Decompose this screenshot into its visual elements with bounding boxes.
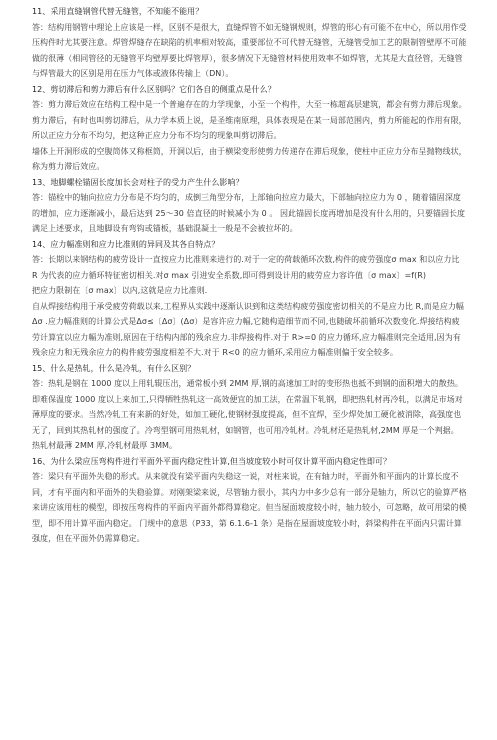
answer-paragraph: 墙体上开洞形成的空腹筒体又称框筒，开洞以后，由于横梁变形使剪力传递存在滞后现象，使柱中正应力分布呈抛物线状，称为剪力滞后效应。	[32, 146, 467, 171]
answer-paragraph: 把应力限制在〔σ max〕以内,这就是应力比准则.	[32, 286, 208, 295]
question-heading: 15、什么是热轧，什么是冷轧，有什么区别？	[32, 363, 196, 373]
answer-paragraph: 答：梁只有平面外失稳的形式。从来就没有梁平面内失稳这一说，对柱来说，在有轴力时，平面外和平面内的计算长度不同，才有平面内和平面外的失稳验算。对刚架梁来说，尽管轴力很小，其内力中多少总有一部分是轴力，所以它的验算严格来讲应该用柱的模型，即按压弯构件的平面内平面外都得算稳定。但当屋面坡度较小时，轴力较小，可忽略，故可用梁的模型，即不用计算平面内稳定。 门规中的意思（P33，第 6.1.6-1 条）是指在屋面坡度较小时，斜梁构件在平面内只需计算强度，但在平面外仍需算稳定。	[32, 472, 467, 543]
question-heading: 14、应力幅准则和应力比准则的异同及其各自特点？	[32, 239, 220, 249]
question-heading: 12、剪切滞后和剪力滞后有什么区别吗？它们各自的侧重点是什么？	[32, 84, 276, 94]
answer-paragraph: 答：锚栓中的轴向拉应力分布是不均匀的，成倒三角型分布，上部轴向拉应力最大，下部轴向拉应力为 0 ，随着锚固深度的增加，应力逐渐减小，最后达到 25～30 倍直径的时候减小为 0 。 因此锚固长度再增加是没有什么用的，只要锚固长度满足上述要求，且地脚设有弯钩或锚板，基础混凝土一般是不会被拉坏的。	[32, 193, 466, 233]
answer-paragraph: 答：热轧是钢在 1000 度以上用轧辊压出，通常板小到 2MM 厚,钢的高速加工时的变形热也抵不到钢的面积增大的散热。即难保温度 1000 度以上来加工,只得牺牲热轧这一高效便宜的加工法，在常温下轧钢，即把热轧材再冷轧，以满足市场对薄厚度的要求。当然冷轧工有来新的好处，如加工硬化,使钢材强度提高，但不宜焊，至少焊处加工硬化被消除，高强度也无了，回到其热轧材的强度了。冷弯型钢可用热轧材，如钢管，也可用冷轧材。冷轧材还是热轧材,2MM 厚是一个判据。 热轧材最薄 2MM 厚,冷轧材最厚 3MM。	[32, 379, 463, 450]
question-heading: 11、采用直缝钢管代替无缝管，不知能不能用？	[32, 7, 204, 16]
answer-paragraph: 自从焊接结构用于承受疲劳荷载以来,工程界从实践中逐渐认识到和这类结构疲劳强度密切相关的不是应力比 R,而是应力幅Δσ .应力幅准则的计算公式是Δσ≤〔Δσ〕(Δσ）是容许应力幅,它随构造细节而不同,也随破坏前循环次数变化.焊接结构疲劳计算宜以应力幅为准则,原因在于结构内部的残余应力.非焊接构件.对于 R>=0 的应力循环,应力幅准则完全适用,因为有残余应力和无残余应力的构件疲劳强度相差不大.对于 R<0 的应力循环,采用应力幅准则偏于安全较多。	[32, 301, 464, 357]
question-heading: 13、地脚螺栓锚固长度加长会对柱子的受力产生什么影响？	[32, 177, 244, 187]
question-heading: 16、为什么梁应压弯构件进行平面外平面内稳定性计算,但当坡度较小时可仅计算平面内稳定性即可？	[32, 456, 392, 466]
answer-paragraph: 答：长期以来钢结构的疲劳设计一直按应力比准则来进行的.对于一定的荷载循环次数,构件的疲劳强度σ max 和以应力比 R 为代表的应力循环特征密切相关.对σ max 引进安全系数,即可得到设计用的疲劳应力容许值〔σ max〕=f(R)	[32, 255, 460, 280]
answer-paragraph: 答：剪力滞后效应在结构工程中是一个普遍存在的力学现象，小至一个构件，大至一栋超高层建筑，都会有剪力滞后现象。剪力滞后，有时也叫剪切滞后，从力学本质上说，是圣维南原理，具体表现是在某一局部范围内，剪力所能起的作用有限，所以正应力分布不均匀，把这种正应力分布不均匀的现象叫剪切滞后。	[32, 100, 467, 140]
answer-paragraph: 答：结构用钢管中理论上应该是一样，区别不是很大，直缝焊管不如无缝钢规则，焊管的形心有可能不在中心，所以用作受压构件时尤其要注意。焊管焊缝存在缺陷的机率相对较高，重要部位不可代替无缝管，无缝管受加工艺的限制管壁厚不可能做的很薄（相同管径的无缝管平均壁厚要比焊管厚），很多情况下无缝管材料使用效率不如焊管，尤其是大直径管，无缝管与焊管最大的区别是用在压力气体或液体传输上（DN）。	[32, 22, 467, 78]
